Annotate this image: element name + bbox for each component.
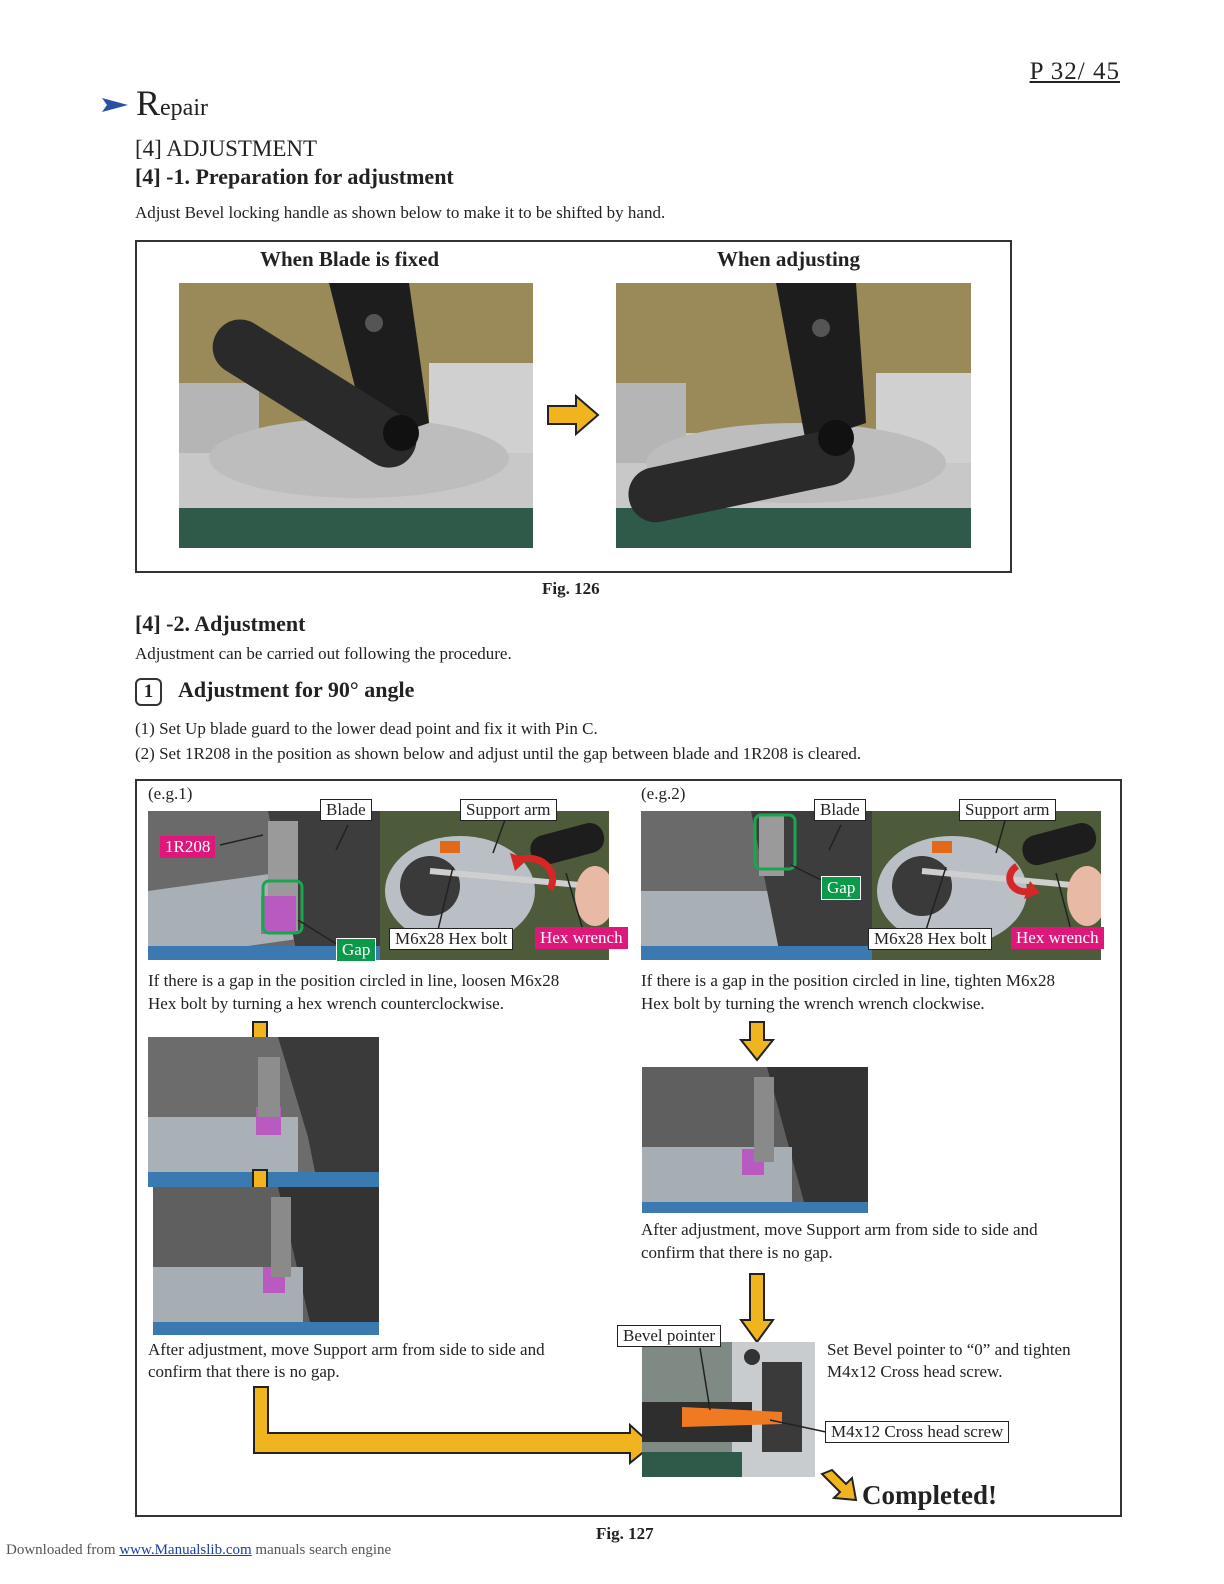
eg2-after-line-2: confirm that there is no gap. [641, 1243, 833, 1262]
footer-suffix: manuals search engine [251, 1542, 392, 1558]
eg1-description-line-1: If there is a gap in the position circled in line, loosen M6x28 [148, 971, 560, 990]
tag-hex-bolt: M6x28 Hex bolt [389, 928, 513, 950]
heading-adjustment-procedure: [4] -2. Adjustment [135, 611, 306, 636]
example-1-label: (e.g.1) [148, 784, 193, 803]
figure-127-label: Fig. 127 [596, 1524, 654, 1543]
eg2-after-line-1: After adjustment, move Support arm from side to side and [641, 1220, 1038, 1239]
tag-support-arm: Support arm [460, 799, 557, 821]
eg1-after-line-2: confirm that there is no gap. [148, 1362, 340, 1381]
photo-handle-adjusting [616, 283, 971, 548]
heading-preparation: [4] -1. Preparation for adjustment [135, 164, 454, 189]
eg1-after-line-1: After adjustment, move Support arm from side to side and [148, 1340, 545, 1359]
tag-gap-eg2: Gap [821, 876, 861, 900]
eg2-description-line-2: Hex bolt by turning the wrench wrench clockwise. [641, 994, 985, 1013]
arrow-diagonal-icon [818, 1468, 860, 1504]
completed-label: Completed! [862, 1480, 997, 1510]
pointer-arrow-icon [102, 98, 128, 112]
tag-cross-head-screw: M4x12 Cross head screw [825, 1421, 1009, 1443]
photo-eg2-no-gap [642, 1067, 868, 1213]
tag-hex-wrench-eg2: Hex wrench [1011, 927, 1104, 949]
eg2-description-line-1: If there is a gap in the position circled in line, tighten M6x28 [641, 971, 1056, 990]
photo-handle-fixed [179, 283, 533, 548]
tag-blade-eg2: Blade [814, 799, 866, 821]
adjustment-text: Adjustment can be carried out following the procedure. [135, 644, 512, 663]
instruction-2: (2) Set 1R208 in the position as shown below and adjust until the gap between blade and 1R208 is cleared. [135, 744, 862, 763]
arrow-down-long-icon [739, 1272, 775, 1344]
eg1-description-line-2: Hex bolt by turning a hex wrench counterclockwise. [148, 994, 504, 1013]
tag-blade: Blade [320, 799, 372, 821]
page-number: P 32/ 45 [1029, 58, 1120, 85]
bevel-description-line-2: M4x12 Cross head screw. [827, 1362, 1003, 1381]
arrow-right-icon [546, 394, 600, 436]
caption-blade-fixed: When Blade is fixed [260, 247, 440, 271]
instruction-1: (1) Set Up blade guard to the lower dead point and fix it with Pin C. [135, 719, 598, 738]
bevel-description-line-1: Set Bevel pointer to “0” and tighten [827, 1340, 1071, 1359]
step-title: Adjustment for 90° angle [178, 677, 415, 702]
tag-support-arm-eg2: Support arm [959, 799, 1056, 821]
tag-hex-wrench: Hex wrench [535, 927, 628, 949]
photo-eg1-no-gap [153, 1187, 379, 1335]
section-title-cap: R [136, 83, 161, 123]
footer [6, 1542, 391, 1559]
step-number: 1 [135, 678, 162, 706]
preparation-text: Adjust Bevel locking handle as shown below to make it to be shifted by hand. [135, 203, 666, 222]
heading-adjustment: [4] ADJUSTMENT [135, 136, 318, 161]
example-2-label: (e.g.2) [641, 784, 686, 803]
footer-link[interactable]: www.Manualslib.com [119, 1542, 252, 1558]
section-title-rest: epair [160, 95, 208, 121]
photo-eg1-adjusting [148, 1037, 379, 1187]
section-title [102, 82, 208, 124]
arrow-to-bevel-icon [248, 1385, 658, 1465]
tag-bevel-pointer: Bevel pointer [617, 1325, 721, 1347]
bevel-leader-lines [640, 1340, 840, 1450]
caption-when-adjusting: When adjusting [717, 247, 860, 271]
tag-hex-bolt-eg2: M6x28 Hex bolt [868, 928, 992, 950]
arrow-down-icon [739, 1020, 775, 1062]
tag-gap: Gap [336, 938, 376, 962]
footer-prefix: Downloaded from [6, 1542, 120, 1558]
figure-126-label: Fig. 126 [542, 579, 600, 598]
tag-1r208: 1R208 [160, 836, 215, 858]
